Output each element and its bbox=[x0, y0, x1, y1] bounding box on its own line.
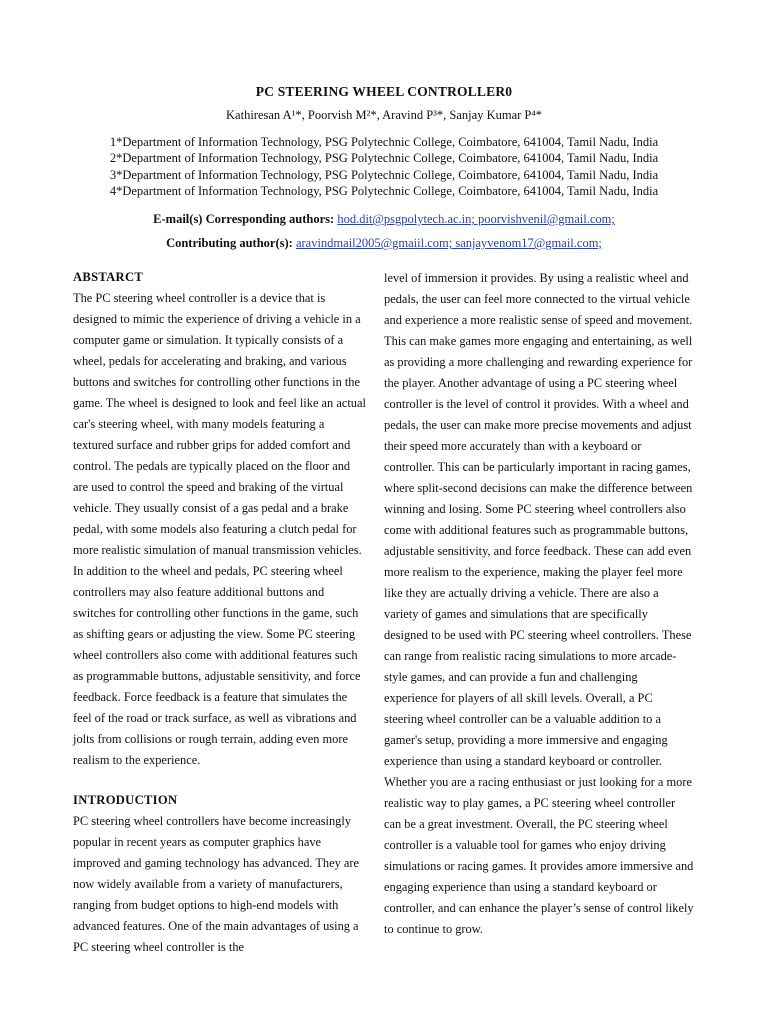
affiliation-1: 1*Department of Information Technology, PSG Polytechnic College, Coimbatore, 641004, Tamil Nadu, India bbox=[109, 135, 659, 149]
left-column bbox=[73, 267, 367, 958]
corresponding-email-links[interactable]: hod.dit@psgpolytech.ac.in; poorvishvenil@gmail.com; bbox=[337, 212, 615, 226]
introduction-heading: INTRODUCTION bbox=[73, 793, 178, 807]
abstract-heading: ABSTARCT bbox=[73, 270, 144, 284]
affiliation-4: 4*Department of Information Technology, PSG Polytechnic College, Coimbatore, 641004, Tamil Nadu, India bbox=[109, 183, 659, 198]
contributing-label: Contributing author(s): bbox=[166, 236, 293, 250]
corresponding-authors bbox=[0, 212, 768, 227]
introduction-body: PC steering wheel controllers have become increasingly popular in recent years as computer graphics have improved and gaming technology has advanced. They are now widely available from a variety of manufacturers, ranging from budget options to high-end models with advanced features. One of the main advantages of using a PC steering wheel controller is the bbox=[73, 814, 360, 954]
affiliation-list bbox=[0, 134, 768, 199]
contributing-email-links[interactable]: aravindmail2005@gmaiil.com; sanjayvenom17@gmail.com; bbox=[295, 236, 602, 250]
abstract-body: The PC steering wheel controller is a device that is designed to mimic the experience of driving a vehicle in a computer game or simulation. It typically consists of a wheel, pedals for accelerating and braking, and various buttons and switches for controlling other functions in the game. The wheel is designed to look and feel like an actual car's steering wheel, with many models featuring a textured surface and rubber grips for added comfort and control. The pedals are typically placed on the floor and are used to control the speed and braking of the virtual vehicle. They usually consist of a gas pedal and a brake pedal, with some models also featuring a clutch pedal for more realistic simulation of manual transmission vehicles. In addition to the wheel and pedals, PC steering wheel controllers may also feature additional buttons and switches for controlling other functions in the game, such as shifting gears or adjusting the view. Some PC steering wheel controllers also come with additional features such as programmable buttons, adjustable sensitivity, and force feedback. Force feedback is a feature that simulates the feel of the road or track surface, as well as vibrations and jolts from collisions or rough terrain, adding even more realism to the experience. bbox=[73, 291, 366, 767]
affiliation-2: 2*Department of Information Technology, PSG Polytechnic College, Coimbatore, 641004, Tamil Nadu, India bbox=[109, 151, 659, 166]
right-column bbox=[384, 268, 694, 940]
right-column-body: level of immersion it provides. By using a realistic wheel and pedals, the user can feel more connected to the virtual vehicle and experience a more realistic sense of speed and movement. This can make games more engaging and entertaining, as well as providing a more challenging and rewarding experience for the player. Another advantage of using a PC steering wheel controller is the level of control it provides. With a wheel and pedals, the user can make more precise movements and adjust their speed more accurately than with a keyboard or controller. This can be particularly important in racing games, where split-second decisions can make the difference between winning and losing. Some PC steering wheel controllers also come with additional features such as programmable buttons, adjustable sensitivity, and force feedback. These can add even more realism to the experience, making the player feel more like they are actually driving a vehicle. There are also a variety of games and simulations that are specifically designed to be used with PC steering wheel controllers. These can range from realistic racing simulations to more arcade-style games, and can provide a fun and challenging experience for players of all skill levels. Overall, a PC steering wheel controller can be a valuable addition to a gamer's setup, providing a more immersive and engaging experience than using a standard keyboard or controller. Whether you are a racing enthusiast or just looking for a more realistic way to play games, a PC steering wheel controller can be a great investment. Overall, the PC steering wheel controller is a valuable tool for games who enjoy driving simulations or racing games. It provides amore immersive and engaging experience than using a standard keyboard or controller, and can enhance the player’s sense of control likely to continue to grow. bbox=[384, 271, 694, 936]
corresponding-label: E-mail(s) Corresponding authors: bbox=[153, 212, 335, 226]
affiliation-3: 3*Department of Information Technology, PSG Polytechnic College, Coimbatore, 641004, Tamil Nadu, India bbox=[109, 167, 659, 182]
paper-title: PC STEERING WHEEL CONTROLLER0 bbox=[255, 84, 513, 99]
author-list: Kathiresan A¹*, Poorvish M²*, Aravind P³*, Sanjay Kumar P⁴* bbox=[226, 108, 542, 122]
contributing-authors bbox=[0, 236, 768, 251]
